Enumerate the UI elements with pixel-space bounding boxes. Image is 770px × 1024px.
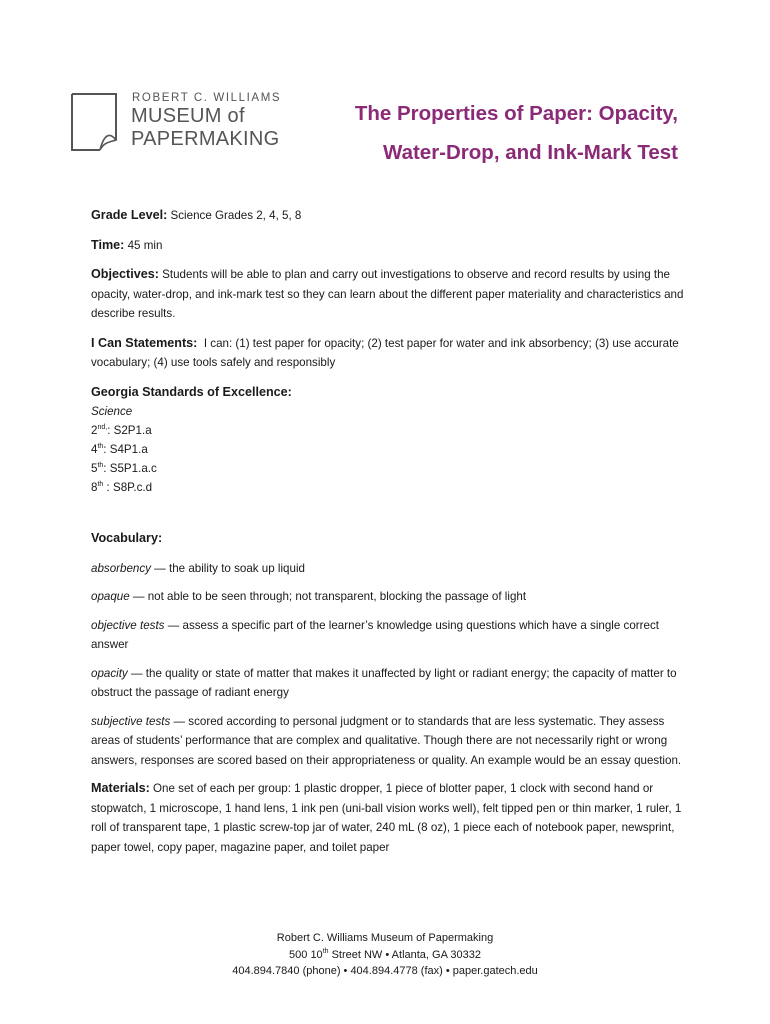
vocab-definition: — the ability to soak up liquid — [150, 561, 305, 575]
georgia-standards — [91, 383, 691, 498]
i-can-value: I can: (1) test paper for opacity; (2) test paper for water and ink absorbency; (3) use accurate vocabulary; (4) use tools safely and responsibly — [91, 336, 679, 369]
i-can-label: I Can Statements: — [91, 335, 198, 350]
title-line-2: Water-Drop, and Ink-Mark Test — [382, 141, 678, 164]
footer-contact: 404.894.7840 (phone) • 404.894.4778 (fax) • paper.gatech.edu — [232, 965, 538, 977]
standard-item: 5th: S5P1.a.c — [91, 462, 157, 475]
time — [91, 236, 691, 256]
standards-subject: Science — [91, 405, 133, 418]
vocab-entry — [91, 712, 691, 771]
materials — [91, 779, 691, 857]
objectives-label: Objectives: — [91, 267, 159, 281]
vocab-entry — [91, 616, 691, 655]
time-value: 45 min — [127, 238, 163, 252]
vocab-term: absorbency — [91, 561, 151, 575]
vocab-term: objective tests — [91, 618, 165, 632]
objectives — [91, 265, 691, 324]
page-title — [355, 94, 678, 172]
vocab-term: opacity — [91, 666, 128, 680]
vocab-term: opaque — [91, 590, 130, 603]
standards-label: Georgia Standards of Excellence: — [91, 384, 292, 399]
standard-item: 4th: S4P1.a — [91, 443, 148, 456]
lesson-body — [91, 206, 691, 867]
materials-label: Materials: — [91, 781, 150, 795]
page-footer — [0, 930, 770, 980]
vocab-entry — [91, 559, 691, 579]
standard-item: $2^{nd,}$: S2P1.a — [91, 424, 152, 437]
vocab-entry — [91, 664, 691, 703]
logo-line-2: MUSEUM of — [131, 105, 245, 127]
logo-line-1: ROBERT C. WILLIAMS — [132, 92, 282, 104]
vocab-definition: — scored according to personal judgment or to standards that are less systematic. They assess areas of students’ performance that are complex and qualitative. Though there are not necessarily right or wrong answers, responses are scored based on their appropriateness or quality. An example would be an essay question. — [91, 714, 682, 767]
vocab-definition: — the quality or state of matter that makes it unaffected by light or radiant energy; the capacity of matter to obstruct the passage of radiant energy — [91, 666, 677, 699]
materials-value: One set of each per group: 1 plastic dropper, 1 piece of blotter paper, 1 clock with second hand or stopwatch, 1 microscope, 1 hand lens, 1 ink pen (uni-ball vision works well), felt tipped pen or thin marker, 1 ruler, 1 roll of transparent tape, 1 plastic screw-top jar of water, 240 mL (8 oz), 1 piece each of notebook paper, newsprint, paper towel, copy paper, magazine paper, and toilet paper — [91, 782, 682, 854]
paper-curl-logo-icon — [70, 92, 118, 152]
vocab-entry — [91, 587, 691, 607]
grade-level — [91, 206, 691, 226]
vocabulary-heading: Vocabulary: — [91, 531, 163, 545]
i-can-statements — [91, 334, 691, 373]
vocab-definition: — not able to be seen through; not transparent, blocking the passage of light — [129, 590, 527, 603]
objectives-value: Students will be able to plan and carry out investigations to observe and record results by using the opacity, water-drop, and ink-mark test so they can learn about the different paper materiality and characteristics and describe results. — [91, 268, 684, 320]
grade-level-label: Grade Level: — [91, 208, 168, 222]
footer-org: Robert C. Williams Museum of Papermaking — [276, 932, 494, 944]
grade-level-value: Science Grades 2, 4, 5, 8 — [170, 209, 302, 222]
museum-logo — [70, 88, 290, 156]
footer-address: 500 10th Street NW • Atlanta, GA 30332 — [289, 947, 481, 961]
logo-line-3: PAPERMAKING — [131, 128, 280, 150]
vocab-term: subjective tests — [91, 714, 171, 728]
standards-list — [91, 402, 691, 497]
time-label: Time: — [91, 237, 125, 252]
vocab-definition: — assess a specific part of the learner’s knowledge using questions which have a single correct answer — [91, 618, 659, 651]
title-line-1: The Properties of Paper: Opacity, — [354, 102, 678, 125]
standard-item: 8th : S8P.c.d — [91, 481, 153, 494]
